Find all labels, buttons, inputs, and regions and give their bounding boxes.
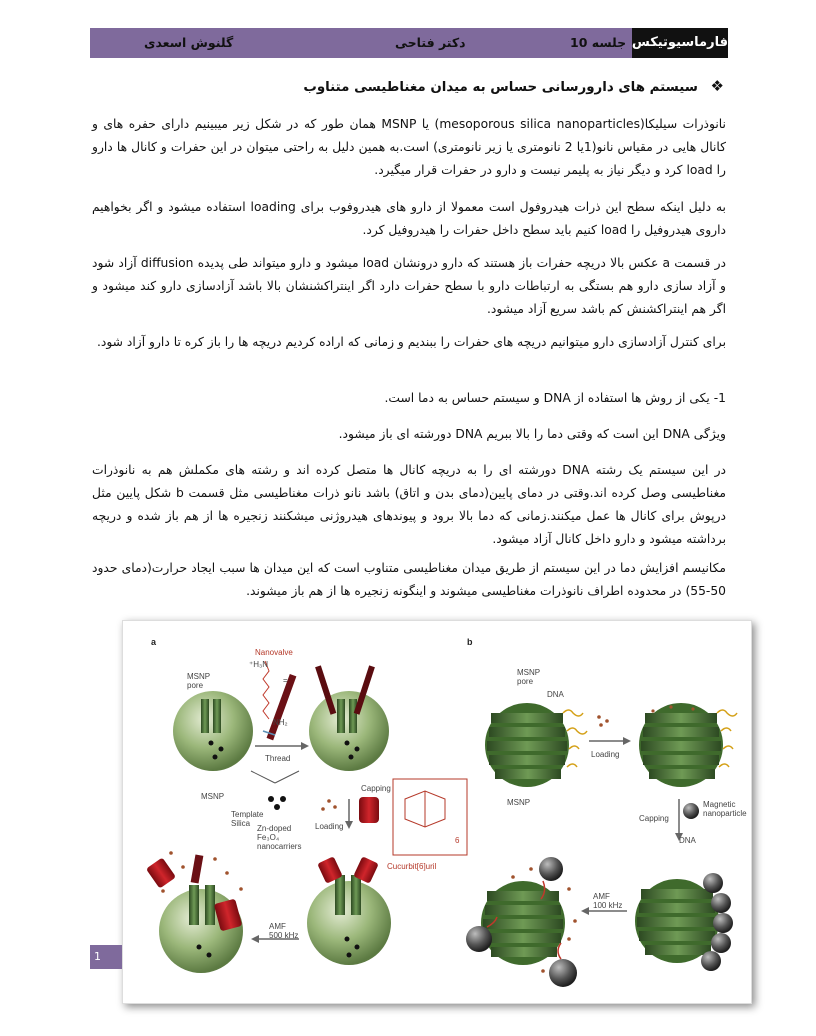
label-msnp-b: MSNP — [507, 798, 531, 807]
section-title — [92, 77, 724, 95]
msnp-sphere-b1 — [485, 703, 587, 787]
panel-a-letter: a — [151, 637, 157, 647]
msnp-sphere-b2 — [639, 703, 737, 787]
label-subscript-6: 6 — [455, 836, 460, 845]
label-msnp-pore-b: MSNP pore — [517, 668, 541, 686]
section-title-text: سیستم های دارورسانی حساس به میدان مغناطیسی متناوب — [303, 80, 698, 95]
paragraph-6: ویژگی DNA این است که وقتی دما را بالا ببریم DNA دورشته ای باز میشود. — [338, 427, 726, 441]
label-thread: Thread — [265, 754, 291, 763]
label-amf-a: AMF 500 kHz — [269, 922, 299, 940]
label-h3n: ⁺H₃N — [249, 660, 269, 669]
label-loading-a: Loading — [315, 822, 344, 831]
paragraph-3: در قسمت a عکس بالا دریچه حفرات باز هستند که دارو درونشان load میشود و دارو میتواند طی پدیده diffusion آزاد شود و آزاد سازی دارو هم بستگی به ارتباطات دارو با سطح حفرات دارد اگر اینتراکشنشان بالا باشد آزادسازی دارو کند میشود و اگر هم اینتراکشنش کم باشد سریع آزاد میشود. — [92, 256, 726, 316]
label-nanovalve: Nanovalve — [255, 648, 293, 657]
label-msnp-pore-a: MSNP pore — [187, 672, 211, 690]
label-cucurbituril: Cucurbit[6]uril — [387, 862, 437, 871]
msnp-sphere-a3 — [307, 856, 391, 965]
msnp-figure-svg — [123, 621, 751, 1003]
cucurbituril-structure — [393, 779, 467, 855]
msnp-sphere-a4 — [146, 851, 243, 973]
msnp-sphere-a2 — [309, 665, 389, 771]
msnp-sphere-b4 — [466, 857, 577, 987]
label-amf-b: AMF 100 kHz — [593, 892, 623, 910]
paragraph-1: نانوذرات سیلیکا(mesoporous silica nanoparticles) یا MSNP همان طور که در شکل زیر میبینیم دارای حفره های و کانال هایی در مقیاس نانو(1یا 2 نانومتری یا زیر نانومتری) است.به همین دلیل به راحتی میتوان در این حفرات و کانال ها دارو را load کرد و دیگر نیاز به پلیمر نیست و دارو در حفرات قرار میگیرد. — [92, 117, 727, 177]
label-nanocarriers: Zn-doped Fe₃O₄ nanocarriers — [257, 824, 302, 851]
paragraph-2: به دلیل اینکه سطح این ذرات هیدروفول است معمولا از دارو های هیدروفوب برای loading استفاده میشود و اگر بخواهیم داروی هیدروفیل را load کنیم باید سطح داخل حفرات را هیدروفیل کرد. — [92, 200, 726, 237]
label-dna-b: DNA — [547, 690, 564, 699]
header-course: فارماسیوتیکس — [632, 28, 728, 58]
paragraph-7: در این سیستم یک رشته DNA دورشته ای را به دریچه کانال ها متصل کرده اند و رشته های مکملش هم به نانوذرات مغناطیسی وصل کرده اند.وقتی در دمای پایین(دمای بدن و اتاق) باشد نانو ذرات مغناطیسی مثل قسمت b شکل پایین مثل درپوش برای کانال ها عمل میکنند.زمانی که دما بالا برود و پیوندهای هیدروژنی میشکنند زنجیره ها از هم باز شده و دریچه برداشته میشود و دارو داخل کانال آزاد میشود. — [92, 463, 726, 546]
equals-sign: = — [283, 676, 288, 685]
nanovalve-molecule — [263, 661, 296, 740]
diamond-bullet-icon: ❖ — [710, 77, 724, 95]
paragraph-4: برای کنترل آزادسازی دارو میتوانیم دریچه های حفرات را ببندیم و زمانی که اراده کردیم دریچه ها را باز کره تا دارو آزاد شود. — [96, 335, 726, 349]
panel-b-letter: b — [467, 637, 473, 647]
label-magnetic-np: Magnetic nanoparticle — [703, 800, 747, 818]
header-author: گلنوش اسعدی — [144, 35, 234, 50]
header-session: جلسه 10 — [570, 35, 627, 50]
label-capping-b: Capping — [639, 814, 669, 823]
header-band — [90, 28, 632, 58]
paragraph-5: 1- یکی از روش ها استفاده از DNA و سیستم حساس به دما است. — [384, 391, 726, 405]
label-dna-b2: DNA — [679, 836, 696, 845]
label-msnp-a: MSNP — [201, 792, 225, 801]
label-loading-b: Loading — [591, 750, 620, 759]
msnp-figure — [122, 620, 752, 1004]
page-number: 1 — [90, 945, 122, 969]
paragraph-8: مکانیسم افزایش دما در این سیستم از طریق میدان مغناطیسی متناوب است که این میدان ها سبب ایجاد حرارت(دمای حدود 50-55) در محدوده اطراف نانوذرات مغناطیسی میشوند و اینگونه زنجیره ها از هم باز میشوند. — [92, 561, 726, 598]
label-template-silica: Template Silica — [231, 810, 264, 828]
header-teacher: دکتر فتاحی — [395, 35, 466, 50]
msnp-sphere-b3 — [635, 873, 733, 971]
label-capping-a: Capping — [361, 784, 391, 793]
msnp-sphere-a1 — [173, 691, 253, 771]
page-header — [90, 28, 728, 58]
label-nh2: NH₂ — [273, 718, 288, 727]
